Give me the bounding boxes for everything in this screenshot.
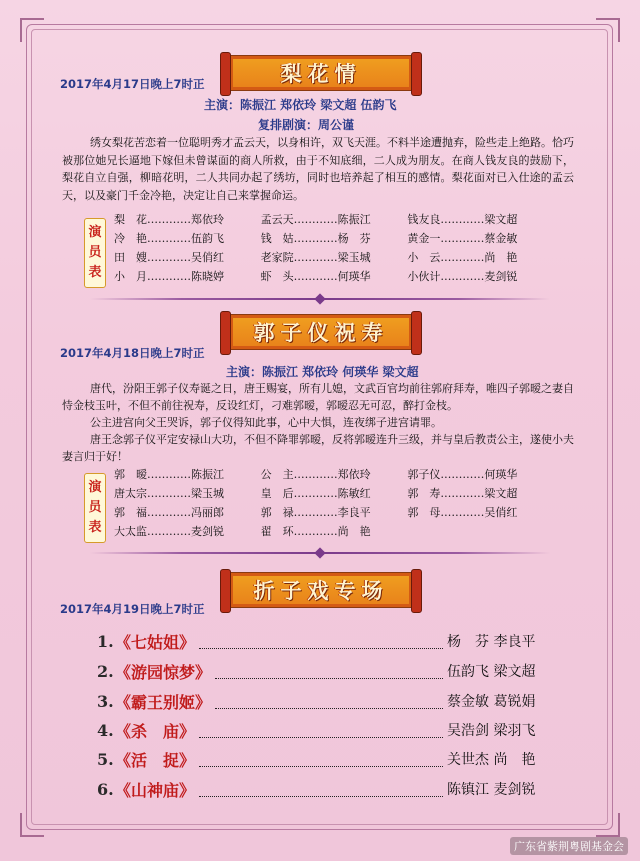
show2-date: 2017年4月18日晚上7时正 (60, 346, 205, 360)
cast-entry: 小 月…………陈晓婷 (114, 270, 224, 283)
cast-entry: 翟 环…………尚 艳 (260, 525, 371, 538)
show1-cast-row (114, 230, 554, 249)
cast-entry: 公 主…………郑依玲 (260, 468, 371, 481)
cast-entry: 郭 暧…………陈振江 (114, 468, 224, 481)
cast-entry: 老家院…………梁玉城 (260, 251, 371, 264)
show1-cast-label: 演员表 (84, 218, 106, 288)
cast-entry: 小伙计…………麦剑锐 (407, 270, 518, 283)
show2-leads: 主演：陈振江 郑依玲 何瑛华 梁文超 (226, 365, 419, 379)
excerpt-performers: 吴浩剑 梁羽飞 (447, 723, 536, 739)
show2-cast-row (114, 466, 554, 485)
cast-entry (407, 523, 554, 542)
excerpt-performers: 陈镇江 麦剑锐 (447, 782, 536, 798)
excerpt-item (97, 715, 552, 745)
show2-cast-row (114, 485, 554, 504)
show3-date: 2017年4月19日晚上7时正 (60, 602, 205, 616)
show3-title: 折子戏专场 (253, 579, 389, 603)
cast-entry: 冷 艳…………伍韵飞 (114, 232, 224, 245)
show1-title: 梨花情 (280, 62, 362, 86)
show2-title-banner (229, 314, 413, 350)
cast-entry: 钱友良…………梁文超 (407, 213, 518, 226)
cast-entry: 郭 母…………吴俏红 (407, 506, 518, 519)
cast-entry: 黄金一…………蔡金敏 (407, 232, 518, 245)
show1-cast-row (114, 268, 554, 287)
corner-ornament (596, 813, 620, 837)
excerpt-title: 《活 捉》 (115, 750, 196, 770)
excerpt-number: 5. (97, 749, 114, 769)
section-divider (90, 552, 550, 554)
show1-director: 复排剧演：周公谨 (258, 118, 355, 132)
cast-entry: 小 云…………尚 艳 (407, 251, 518, 264)
excerpt-title: 《游园惊梦》 (115, 662, 212, 682)
excerpt-item (97, 656, 552, 686)
excerpt-item (97, 626, 552, 656)
cast-entry: 唐太宗…………梁玉城 (114, 487, 224, 500)
corner-ornament (596, 18, 620, 42)
watermark: 广东省紫荆粤剧基金会 (510, 837, 628, 855)
show2-cast-row (114, 504, 554, 523)
excerpt-performers: 关世杰 尚 艳 (447, 752, 536, 768)
excerpt-number: 1. (97, 631, 114, 651)
show1-synopsis: 绣女梨花苦恋着一位聪明秀才孟云天，以身相许，双飞天涯。不料半途遭抛弃，险些走上绝路。恰巧被那位她兄长逼地下嫁但未曾谋面的商人所救，由于不知底细，二人成为朋友。在商人钱友良的鼓励下，梨花自立自强，柳暗花明，二人共同办起了绣坊，同时也培养起了相互的感情。梨花面对已入仕途的孟云天，以及豪门千金冷艳，决定让自己来掌握命运。 (62, 136, 574, 202)
show1-cast-row (114, 249, 554, 268)
excerpt-performers: 蔡金敏 葛锐娟 (447, 694, 536, 710)
corner-ornament (20, 18, 44, 42)
cast-entry: 郭 福…………冯丽郎 (114, 506, 224, 519)
show2-title: 郭子仪祝寿 (253, 321, 389, 345)
cast-entry: 郭 寿…………梁文超 (407, 487, 518, 500)
cast-entry: 郭子仪…………何瑛华 (407, 468, 518, 481)
cast-entry: 钱 姑…………杨 芬 (260, 232, 371, 245)
excerpt-performers: 杨 芬 李良平 (447, 634, 536, 650)
excerpt-item (97, 774, 552, 804)
corner-ornament (20, 813, 44, 837)
cast-entry: 田 嫂…………吴俏红 (114, 251, 224, 264)
excerpt-title: 《霸王别姬》 (115, 692, 212, 712)
cast-entry: 虾 头…………何瑛华 (260, 270, 371, 283)
excerpt-number: 2. (97, 661, 114, 681)
excerpt-item (97, 686, 552, 716)
section-divider (90, 298, 550, 300)
excerpt-performers: 伍韵飞 梁文超 (447, 664, 536, 680)
excerpt-title: 《杀 庙》 (115, 721, 196, 741)
show2-synopsis-3: 唐王念郭子仪平定安禄山大功，不但不降罪郭暧，反将郭暧连升三级，并与皇后教责公主，遂使小夫妻言归于好！ (62, 433, 574, 463)
excerpt-title: 《山神庙》 (115, 780, 196, 800)
show1-leads: 主演：陈振江 郑依玲 梁文超 伍韵飞 (204, 98, 397, 112)
excerpt-item (97, 744, 552, 774)
excerpt-number: 6. (97, 779, 114, 799)
show1-cast-row (114, 211, 554, 230)
excerpt-number: 3. (97, 691, 114, 711)
excerpt-title: 《七姑姐》 (115, 632, 196, 652)
cast-entry: 皇 后…………陈敏红 (260, 487, 371, 500)
cast-entry: 郭 禄…………李良平 (260, 506, 371, 519)
show2-cast-row (114, 523, 554, 542)
show1-title-banner (229, 55, 413, 91)
cast-entry: 大太监…………麦剑锐 (114, 525, 224, 538)
show2-synopsis-1: 唐代，汾阳王郭子仪寿诞之日，唐王赐宴，所有儿媳，文武百官均前往郭府拜寿，唯四子郭暧之妻自恃金枝玉叶，不但不前往祝寿，反设红灯，刁难郭暧，郭暧忍无可忍，醉打金枝。 (62, 382, 574, 412)
show3-title-banner (229, 572, 413, 608)
excerpt-number: 4. (97, 720, 114, 740)
cast-entry: 孟云天…………陈振江 (260, 213, 371, 226)
show1-date: 2017年4月17日晚上7时正 (60, 77, 205, 91)
show2-cast-label: 演员表 (84, 473, 106, 543)
cast-entry: 梨 花…………郑依玲 (114, 213, 224, 226)
show2-synopsis-2: 公主进宫向父王哭诉，郭子仪得知此事，心中大惧，连夜绑子进宫请罪。 (90, 416, 442, 429)
